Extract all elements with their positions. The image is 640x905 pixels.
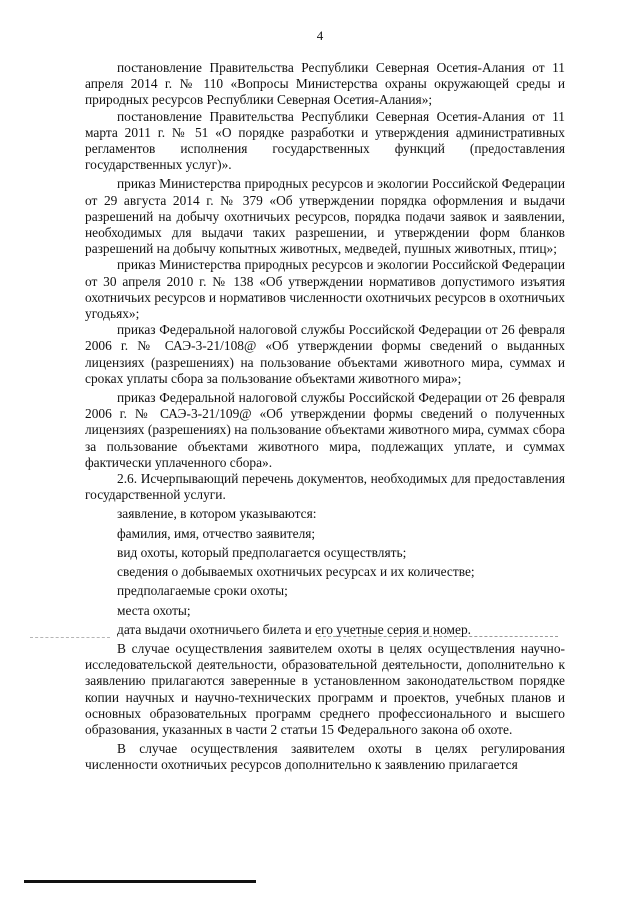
paragraph-scientific-hunting: В случае осуществления заявителем охоты в целях осуществления научно-исследовательской деятельности, образовательной деятельности, дополнительно к заявлению прилагаются заверенные в установленном законодательством порядке копии научных и научно-технических программ и проектов, учебных планов и основных образовательных программ среднего профессионального и высшего образования, указанных в части 2 статьи 15 Федерального закона об охоте. — [85, 640, 565, 737]
scan-artifact-line — [30, 637, 110, 638]
section-heading-2-6: 2.6. Исчерпывающий перечень документов, необходимых для предоставления государственной услуги. — [85, 471, 565, 503]
list-item: вид охоты, который предполагается осуществлять; — [117, 544, 407, 560]
list-item: предполагаемые сроки охоты; — [117, 583, 288, 599]
paragraph-regulation-hunting: В случае осуществления заявителем охоты в целях регулирования численности охотничьих ресурсов дополнительно к заявлению прилагается — [85, 741, 565, 773]
paragraph-order-108: приказ Федеральной налоговой службы Российской Федерации от 26 февраля 2006 г. № САЭ-3-21/108@ «Об утверждении формы сведений о выданных лицензиях (разрешениях) на пользование объектами животного мира, суммах и сроках уплаты сбора за пользование объектами животного мира»; — [85, 322, 565, 386]
paragraph-order-109: приказ Федеральной налоговой службы Российской Федерации от 26 февраля 2006 г. № САЭ-3-21/109@ «Об утверждении формы сведений о полученных лицензиях (разрешениях) на пользование объектами животного мира, суммах сбора за пользование объектами животного мира, подлежащих уплате, и суммах фактически уплаченного сбора». — [85, 390, 565, 470]
paragraph-order-138: приказ Министерства природных ресурсов и экологии Российской Федерации от 30 апреля 2010 г. № 138 «Об утверждении нормативов допустимого изъятия охотничьих ресурсов и нормативов численности охотничьих ресурсов в охотничьих угодьях»; — [85, 257, 565, 322]
paragraph-resolution-51: постановление Правительства Республики Северная Осетия-Алания от 11 марта 2011 г. № 51 «О порядке разработки и утверждения административных регламентов исполнения государственных функций (предоставления государственных услуг)». — [85, 108, 565, 173]
list-item: фамилия, имя, отчество заявителя; — [117, 525, 316, 541]
page-number: 4 — [316, 28, 324, 43]
paragraph-resolution-110: постановление Правительства Республики Северная Осетия-Алания от 11 апреля 2014 г. № 110 «Вопросы Министерства охраны окружающей среды и природных ресурсов Республики Северная Осетия-Алания»; — [85, 60, 565, 108]
list-item: места охоты; — [117, 602, 191, 618]
list-item: заявление, в котором указываются: — [117, 506, 317, 522]
document-body — [85, 60, 565, 774]
footer-rule — [24, 880, 256, 883]
paragraph-order-379: приказ Министерства природных ресурсов и экологии Российской Федерации от 29 августа 2014 г. № 379 «Об утверждении порядка оформления и выдачи разрешений на добычу охотничьих ресурсов, порядка подачи заявок и заявлении, необходимых для выдачи таких разрешении, и утверждении форм бланков разрешений на добычу копытных животных, медведей, пушных животных, птиц»; — [85, 176, 565, 257]
list-item: дата выдачи охотничьего билета и его учетные серия и номер. — [117, 621, 471, 637]
scan-artifact-line — [318, 636, 558, 637]
list-item: сведения о добываемых охотничьих ресурсах и их количестве; — [117, 564, 475, 580]
